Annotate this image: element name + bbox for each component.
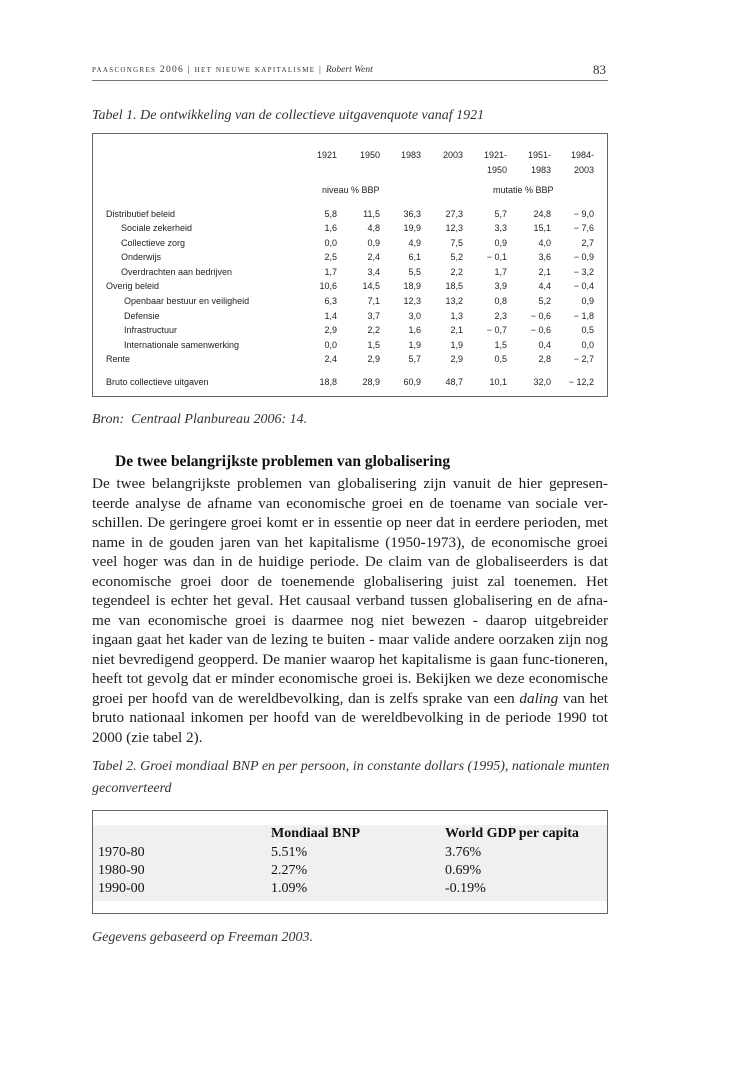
row-label: Infrastructuur bbox=[124, 325, 178, 335]
table2-caption: Tabel 2. Groei mondiaal BNP en per persoon, in constante dollars (1995), nationale munten geconverteerd bbox=[92, 759, 610, 796]
table-cell: -0.19% bbox=[445, 881, 486, 896]
table-cell: 0,9 bbox=[367, 238, 380, 248]
table-cell: 3,3 bbox=[494, 223, 507, 233]
table-cell: − 2,7 bbox=[573, 354, 594, 364]
body-emphasis: daling bbox=[519, 689, 559, 707]
table-cell: 1.09% bbox=[271, 881, 308, 896]
table1-caption: Tabel 1. De ontwikkeling van de collectieve uitgavenquote vanaf 1921 bbox=[92, 108, 485, 123]
table-cell: 2,1 bbox=[538, 267, 551, 277]
table-cell: 1,3 bbox=[450, 311, 463, 321]
table-cell: 1,7 bbox=[324, 267, 337, 277]
row-label: 1970-80 bbox=[98, 845, 145, 860]
table-cell: 3,4 bbox=[367, 267, 380, 277]
table-cell: 11,5 bbox=[363, 209, 380, 219]
table-cell: 5.51% bbox=[271, 845, 308, 860]
table-cell: 2,7 bbox=[581, 238, 594, 248]
table-cell: 4,9 bbox=[408, 238, 421, 248]
table-cell: − 0,6 bbox=[530, 311, 551, 321]
table-cell: 1,6 bbox=[324, 223, 337, 233]
column-header: 1950 bbox=[359, 150, 380, 160]
section-heading: De twee belangrijkste problemen van globalisering bbox=[115, 453, 451, 470]
body-text-b: van het bruto nationaal inkomen per hoofd van de wereldbevolking in de periode 1990 tot 2000 (zie tabel 2). bbox=[92, 689, 608, 746]
table-cell: 15,1 bbox=[533, 223, 551, 233]
table-cell: 4,8 bbox=[367, 223, 380, 233]
table-cell: 12,3 bbox=[445, 223, 463, 233]
table-cell: 18,9 bbox=[403, 281, 421, 291]
column-header: 1921- bbox=[483, 150, 507, 160]
table-cell: 4,4 bbox=[538, 281, 551, 291]
row-label: 1980-90 bbox=[98, 863, 145, 878]
table-cell: 0,8 bbox=[494, 296, 507, 306]
table-cell: 0,9 bbox=[494, 238, 507, 248]
table-cell: 1,9 bbox=[450, 340, 463, 350]
table-cell: 2,5 bbox=[324, 252, 337, 262]
table-cell: 2,3 bbox=[494, 311, 507, 321]
body-text-a: De twee belangrijkste problemen van globalisering zijn vanuit de hier gepresen-teerde analyse de afname van economische groei en de toename van sociale ver-schillen. De geringere groei komt er in essentie op neer dat in eerdere perioden, met name in de gouden jaren van het kapitalisme (1950-1973), de economische groei veel hoger was dan in de huidige periode. De claim van de globaliseerders is dat economische groei door de toenemende globalisering juist zal toenemen. Het tegendeel is echter het geval. Het causaal verband tussen globalisering en de afna-me van economische groei is daarmee nog niet bewezen - daarop uitgebreider ingaan gaat het kader van de lezing te buiten - maar valide andere oorzaken zijn nog niet bevredigend geopperd. De manier waarop het kapitalisme is gaan func-tioneren, heeft tot gevolg dat er minder economische groei is. Bekijken we deze economische groei per hoofd van de wereldbevolking, dan is zelfs sprake van een bbox=[92, 475, 608, 707]
table-cell: 5,2 bbox=[538, 296, 551, 306]
table-cell: − 0,4 bbox=[573, 281, 594, 291]
column-header: Mondiaal BNP bbox=[271, 826, 361, 841]
table-cell: 24,8 bbox=[533, 209, 551, 219]
table-cell: 1,9 bbox=[408, 340, 421, 350]
table-cell: 2,9 bbox=[450, 354, 463, 364]
table-cell: 19,9 bbox=[403, 223, 421, 233]
table-cell: 27,3 bbox=[445, 209, 463, 219]
column-header: 2003 bbox=[442, 150, 463, 160]
table-cell: 0,4 bbox=[538, 340, 551, 350]
table-cell: 1,7 bbox=[494, 267, 507, 277]
table1 bbox=[92, 133, 608, 397]
row-label: Sociale zekerheid bbox=[121, 223, 193, 233]
page-number: 83 bbox=[593, 62, 606, 77]
table-cell: 2,4 bbox=[324, 354, 337, 364]
table-cell: 3,9 bbox=[494, 281, 507, 291]
table2 bbox=[92, 810, 608, 914]
table-cell: 7,1 bbox=[367, 296, 380, 306]
column-header-sub: 2003 bbox=[573, 165, 594, 175]
table-cell: 0,0 bbox=[581, 340, 594, 350]
row-label: Defensie bbox=[124, 311, 160, 321]
table-cell: 6,3 bbox=[324, 296, 337, 306]
table-cell: 2,2 bbox=[450, 267, 463, 277]
subheader-level: niveau % BBP bbox=[322, 185, 380, 195]
table-cell: 32,0 bbox=[533, 377, 551, 387]
table-cell: 18,8 bbox=[319, 377, 337, 387]
table-cell: − 0,9 bbox=[573, 252, 594, 262]
table-cell: 5,2 bbox=[450, 252, 463, 262]
table-cell: 48,7 bbox=[445, 377, 463, 387]
table-cell: − 9,0 bbox=[573, 209, 594, 219]
row-label: Openbaar bestuur en veiligheid bbox=[124, 296, 250, 306]
table2-note: Gegevens gebaseerd op Freeman 2003. bbox=[92, 930, 313, 945]
table-cell: 2,2 bbox=[367, 325, 380, 335]
table-cell: 18,5 bbox=[445, 281, 463, 291]
table-cell: 28,9 bbox=[362, 377, 380, 387]
column-header: 1921 bbox=[316, 150, 337, 160]
table-cell: 3,7 bbox=[367, 311, 380, 321]
table-cell: 1,6 bbox=[408, 325, 421, 335]
table-cell: 14,5 bbox=[362, 281, 380, 291]
table-cell: 3,6 bbox=[538, 252, 551, 262]
table-cell: − 1,8 bbox=[573, 311, 594, 321]
table-cell: − 3,2 bbox=[573, 267, 594, 277]
table-cell: 36,3 bbox=[403, 209, 421, 219]
table-cell: 5,7 bbox=[408, 354, 421, 364]
table-cell: − 0,1 bbox=[486, 252, 507, 262]
table-cell: 0.69% bbox=[445, 863, 482, 878]
column-header-sub: 1950 bbox=[486, 165, 507, 175]
table-cell: − 0,6 bbox=[530, 325, 551, 335]
table-cell: 5,7 bbox=[494, 209, 507, 219]
table-cell: 13,2 bbox=[445, 296, 463, 306]
table-cell: 1,4 bbox=[324, 311, 337, 321]
subheader-change: mutatie % BBP bbox=[493, 185, 554, 195]
running-title bbox=[92, 65, 373, 75]
table-cell: 12,3 bbox=[403, 296, 421, 306]
body-paragraph bbox=[92, 474, 608, 747]
table-cell: 0,5 bbox=[581, 325, 594, 335]
row-label: Onderwijs bbox=[121, 252, 162, 262]
running-header bbox=[92, 62, 608, 78]
row-label: Internationale samenwerking bbox=[124, 340, 240, 350]
table-cell: 6,1 bbox=[408, 252, 421, 262]
source-label: Bron: bbox=[92, 412, 125, 427]
table-cell: 2,8 bbox=[538, 354, 551, 364]
table-cell: 3.76% bbox=[445, 845, 482, 860]
table-cell: 0,9 bbox=[581, 296, 594, 306]
table-cell: 4,0 bbox=[538, 238, 551, 248]
header-rule bbox=[92, 80, 608, 81]
table-cell: 0,0 bbox=[324, 238, 337, 248]
table-cell: 10,1 bbox=[489, 377, 507, 387]
table-cell: 60,9 bbox=[403, 377, 421, 387]
table-cell: 1,5 bbox=[367, 340, 380, 350]
column-header: 1951- bbox=[527, 150, 551, 160]
table-cell: 0,0 bbox=[324, 340, 337, 350]
table-cell: 1,5 bbox=[494, 340, 507, 350]
row-label: Overig beleid bbox=[106, 281, 160, 291]
table-cell: − 0,7 bbox=[486, 325, 507, 335]
row-label: Collectieve zorg bbox=[121, 238, 186, 248]
table-cell: 5,5 bbox=[408, 267, 421, 277]
table-cell: 2,9 bbox=[367, 354, 380, 364]
column-header: 1983 bbox=[400, 150, 421, 160]
running-author: Robert Went bbox=[325, 65, 373, 75]
source-text: Centraal Planbureau 2006: 14. bbox=[131, 412, 308, 427]
table-cell: 3,0 bbox=[408, 311, 421, 321]
row-label: Overdrachten aan bedrijven bbox=[121, 267, 233, 277]
column-header: World GDP per capita bbox=[445, 826, 579, 841]
table-cell: 2,4 bbox=[367, 252, 380, 262]
running-title-text: paascongres 2006 | het nieuwe kapitalisme | bbox=[92, 65, 326, 75]
section-body bbox=[92, 474, 608, 747]
table-cell: 2,9 bbox=[324, 325, 337, 335]
table-cell: 10,6 bbox=[319, 281, 337, 291]
table-cell: 2,1 bbox=[450, 325, 463, 335]
row-label: 1990-00 bbox=[98, 881, 145, 896]
column-header: 1984- bbox=[570, 150, 594, 160]
table-cell: 7,5 bbox=[450, 238, 463, 248]
table-cell: − 7,6 bbox=[573, 223, 594, 233]
row-label: Distributief beleid bbox=[106, 209, 176, 219]
table-cell: − 12,2 bbox=[568, 377, 594, 387]
row-label: Rente bbox=[106, 354, 131, 364]
table-cell: 0,5 bbox=[494, 354, 507, 364]
table-cell: 5,8 bbox=[324, 209, 337, 219]
row-label: Bruto collectieve uitgaven bbox=[106, 377, 209, 387]
source-line bbox=[92, 412, 307, 428]
table-cell: 2.27% bbox=[271, 863, 308, 878]
column-header-sub: 1983 bbox=[530, 165, 551, 175]
